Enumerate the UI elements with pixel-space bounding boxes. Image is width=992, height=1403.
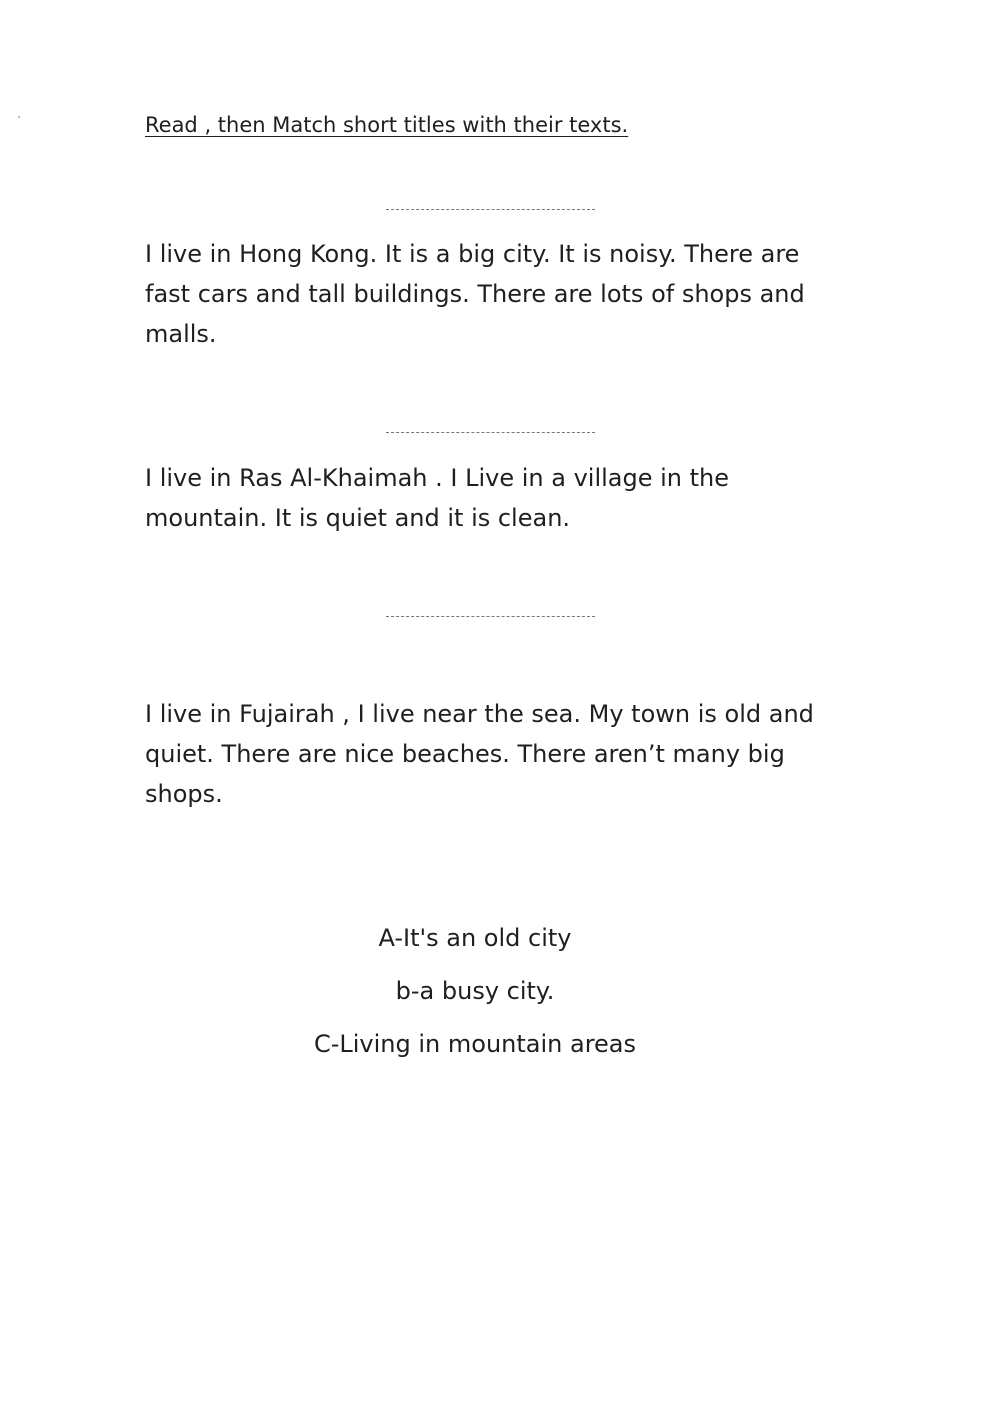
option-c: C-Living in mountain areas [313,1030,637,1058]
instruction-heading: Read , then Match short titles with their texts. [145,113,629,137]
scan-speck [18,116,20,118]
title-blank-1[interactable] [386,209,595,210]
passage-ras-al-khaimah: I live in Ras Al-Khaimah . I Live in a village in the mountain. It is quiet and it is clean. [145,464,730,532]
title-blank-3[interactable] [386,616,595,617]
passage-hong-kong: I live in Hong Kong. It is a big city. It is noisy. There are fast cars and tall buildings. There are lots of shops and malls. [145,240,805,348]
option-b: b-a busy city. [395,977,555,1005]
passage-fujairah: I live in Fujairah , I live near the sea. My town is old and quiet. There are nice beaches. There aren’t many big shops. [145,700,814,808]
title-options-list [0,920,950,1079]
title-blank-2[interactable] [386,432,595,433]
option-a: A-It's an old city [378,924,572,952]
